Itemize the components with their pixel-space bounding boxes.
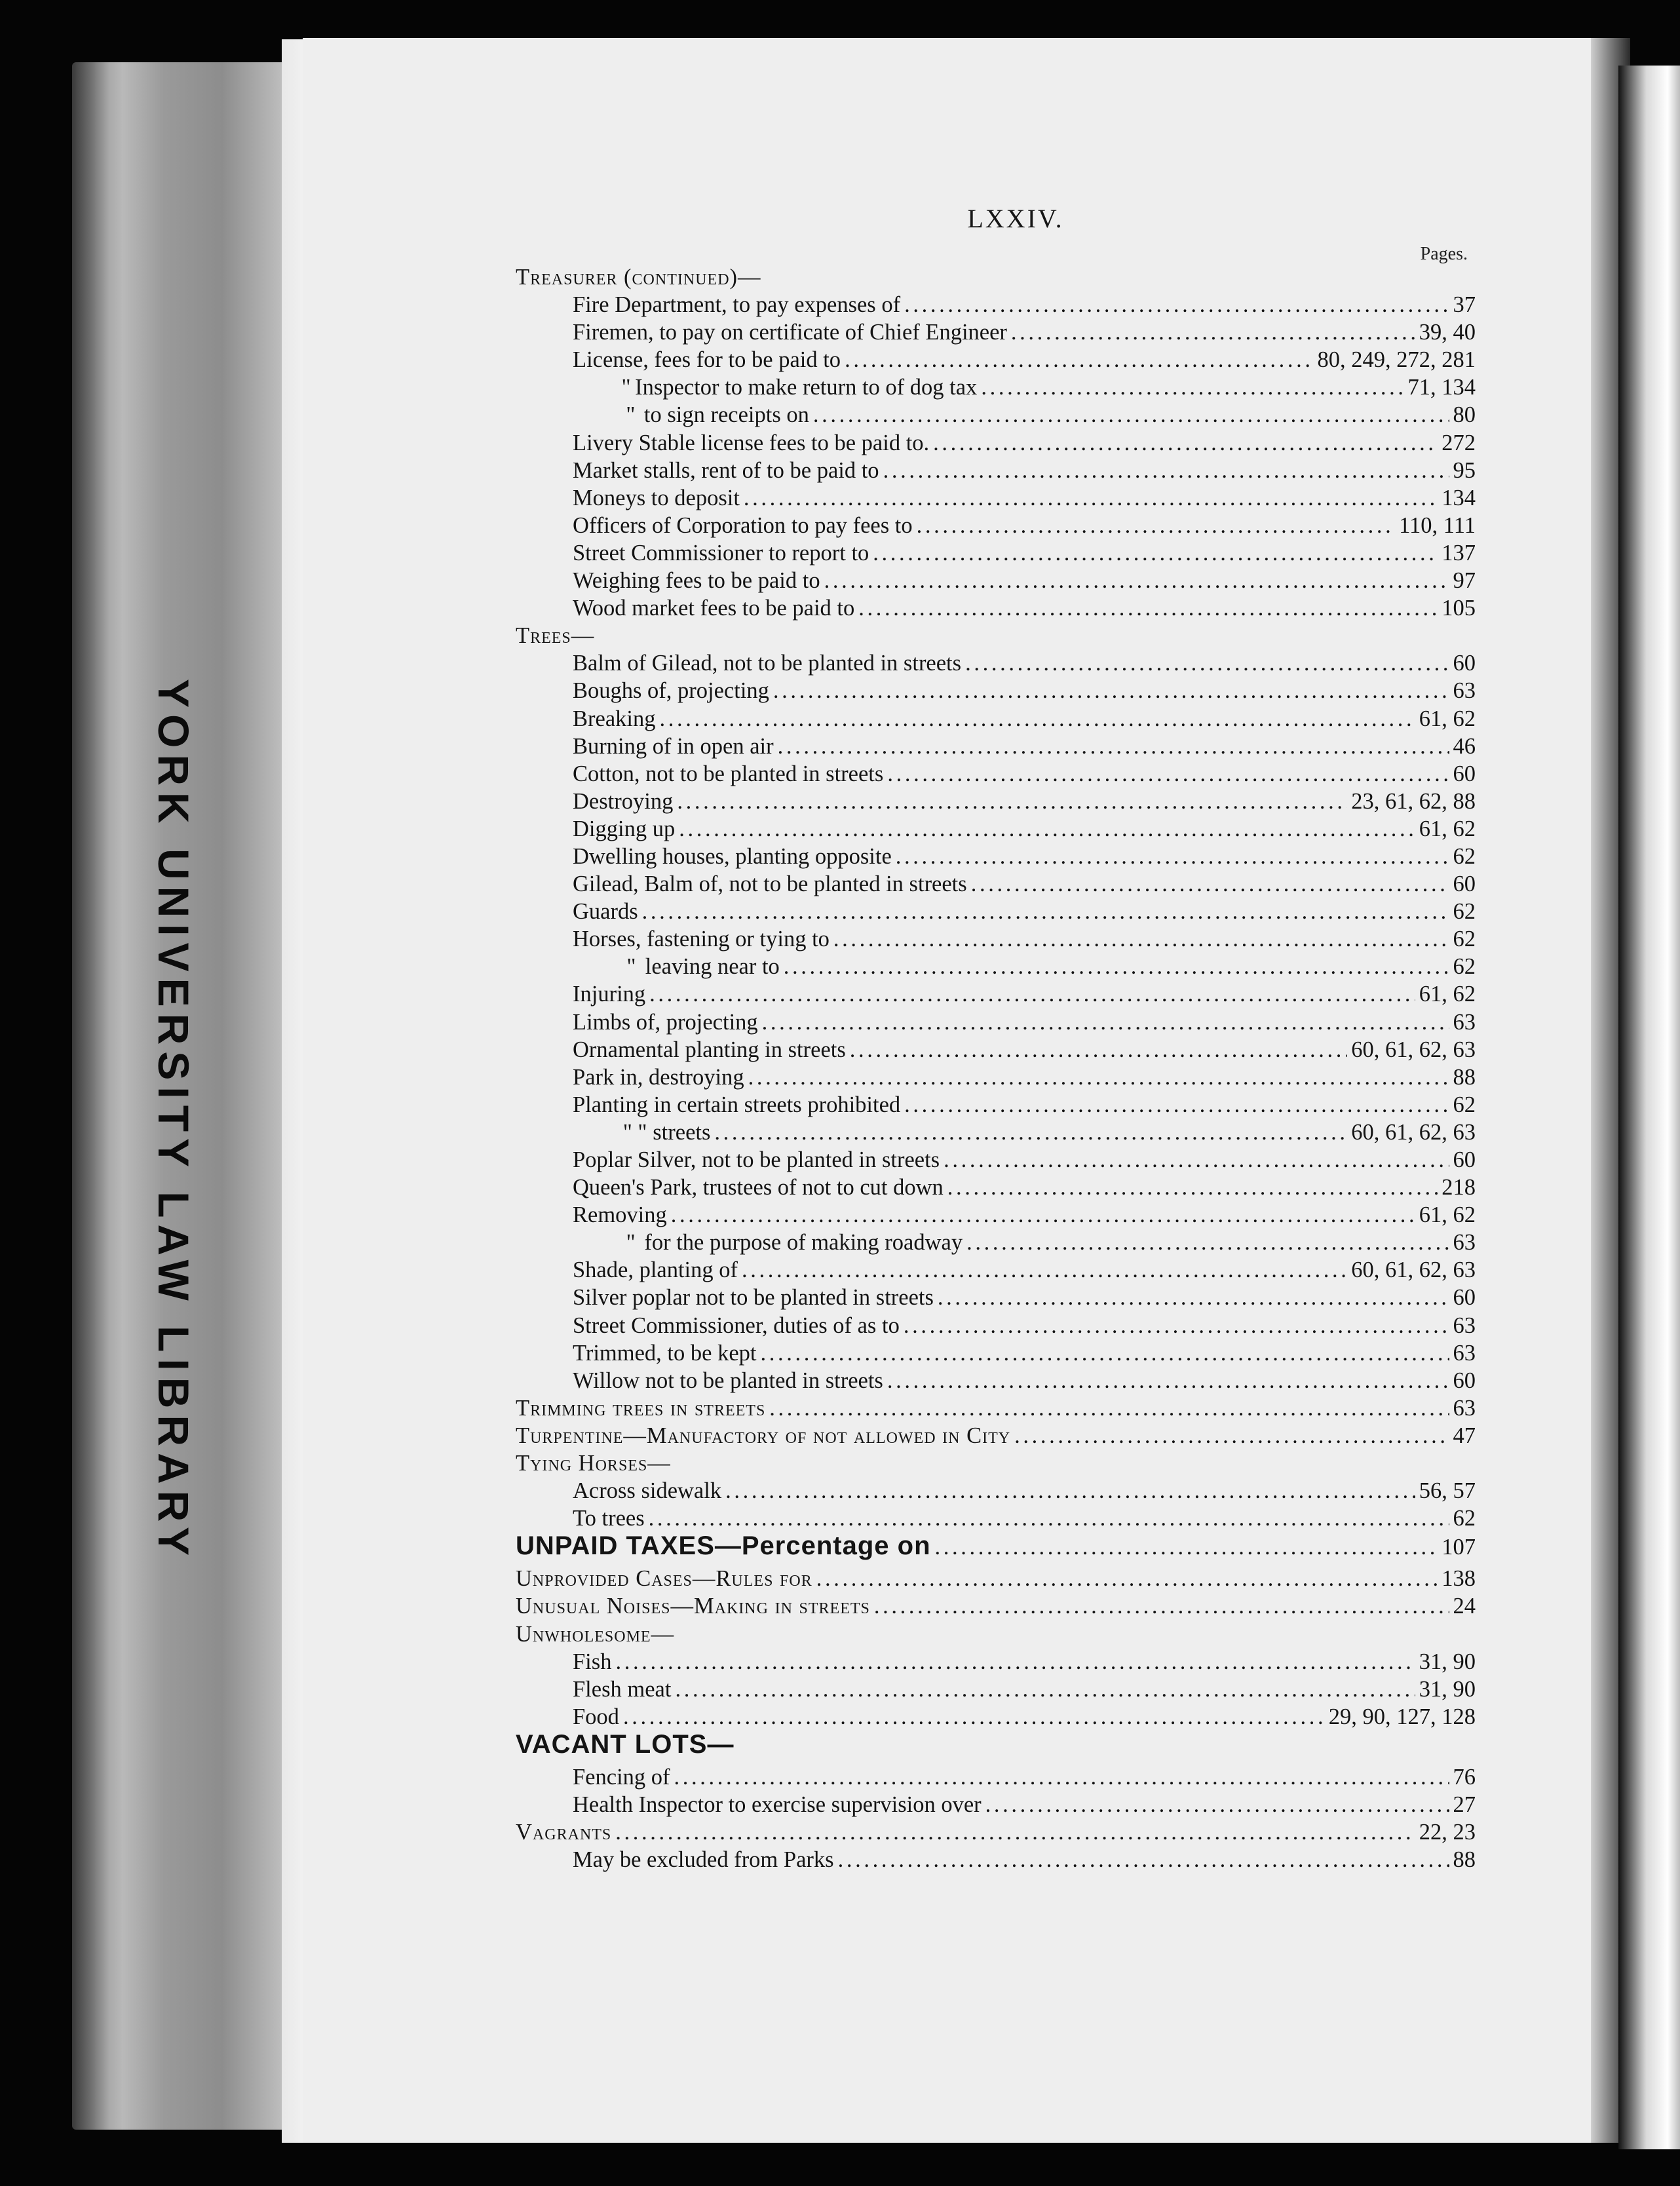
entry-text: Burning of in open air xyxy=(573,733,774,759)
entry-pages: 61, 62 xyxy=(1419,816,1476,841)
entry-pages: 60 xyxy=(1453,761,1476,786)
leader-dots xyxy=(615,1648,1415,1676)
entry-text: Food xyxy=(573,1704,619,1729)
leader-dots xyxy=(649,980,1415,1008)
leader-dots xyxy=(784,953,1449,980)
ditto-mark: " xyxy=(626,954,636,980)
entry-text: Across sidewalk xyxy=(573,1478,722,1504)
entry-pages: 60 xyxy=(1453,1368,1476,1393)
index-entry xyxy=(516,1676,1476,1703)
leader-dots xyxy=(904,291,1449,318)
leader-dots xyxy=(845,346,1313,374)
entry-text: Balm of Gilead, not to be planted in streets xyxy=(573,651,962,676)
index-entry xyxy=(516,484,1476,512)
entry-pages: 60 xyxy=(1453,872,1476,897)
entry-pages: 105 xyxy=(1441,596,1476,621)
entry-text: Fish xyxy=(573,1649,612,1674)
entry-pages: 272 xyxy=(1441,430,1476,455)
index-entry xyxy=(516,1036,1476,1064)
entry-pages: 37 xyxy=(1453,292,1476,318)
leader-dots xyxy=(966,1229,1449,1256)
entry-pages: 76 xyxy=(1453,1764,1476,1790)
index-entry xyxy=(516,1339,1476,1367)
entry-text: Fencing of xyxy=(573,1764,670,1790)
leader-dots xyxy=(813,401,1449,429)
leader-dots xyxy=(944,1146,1449,1174)
entry-text: Guards xyxy=(573,899,638,925)
leader-dots xyxy=(623,1703,1325,1731)
entry-pages: 88 xyxy=(1453,1847,1476,1873)
index-heading xyxy=(516,263,1476,291)
index-entry xyxy=(516,539,1476,567)
entry-text: Tying Horses— xyxy=(516,1451,671,1476)
entry-pages: 62 xyxy=(1453,843,1476,869)
entry-pages: 62 xyxy=(1453,1506,1476,1531)
entry-text: Horses, fastening or tying to xyxy=(573,927,830,952)
entry-text: Destroying xyxy=(573,788,674,814)
index-heading xyxy=(516,1592,1476,1620)
entry-text: leaving near to xyxy=(645,954,780,980)
entry-pages: 62 xyxy=(1453,927,1476,952)
ditto-mark: " xyxy=(626,1230,636,1256)
entry-text: Firemen, to pay on certificate of Chief Engineer xyxy=(573,320,1007,345)
entry-text: Fire Department, to pay expenses of xyxy=(573,292,901,318)
entry-pages: 71, 134 xyxy=(1407,375,1476,400)
index-heading xyxy=(516,1449,1476,1477)
entry-pages: 22, 23 xyxy=(1419,1820,1476,1845)
entry-pages: 60, 61, 62, 63 xyxy=(1351,1037,1476,1062)
index-heading xyxy=(516,1394,1476,1422)
index-entry xyxy=(516,1064,1476,1091)
index-heading xyxy=(516,1731,1476,1763)
leader-dots xyxy=(816,1565,1438,1592)
index-entry xyxy=(516,1703,1476,1731)
leader-dots xyxy=(850,1036,1347,1064)
entry-text: Market stalls, rent of to be paid to xyxy=(573,457,879,483)
leader-dots xyxy=(887,760,1449,788)
entry-pages: 27 xyxy=(1453,1792,1476,1817)
entry-text: Breaking xyxy=(573,706,656,731)
entry-text: Treasurer (continued)— xyxy=(516,265,761,290)
leader-dots xyxy=(985,1791,1449,1818)
entry-pages: 62 xyxy=(1453,1092,1476,1117)
index-entry xyxy=(516,1648,1476,1676)
entry-text: Weighing fees to be paid to xyxy=(573,568,820,594)
index-entry xyxy=(516,1477,1476,1505)
entry-text: Park in, destroying xyxy=(573,1064,744,1090)
index-subentry xyxy=(516,953,1476,980)
leader-dots xyxy=(1011,318,1415,346)
leader-dots xyxy=(674,1763,1449,1791)
index-entry xyxy=(516,1091,1476,1119)
entry-pages: 62 xyxy=(1453,954,1476,980)
index-entry xyxy=(516,429,1476,457)
index-entry xyxy=(516,1201,1476,1229)
index-entry xyxy=(516,815,1476,843)
ditto-mark: " xyxy=(621,375,631,400)
leader-dots xyxy=(1014,1422,1449,1449)
index-entry xyxy=(516,870,1476,898)
entry-pages: 61, 62 xyxy=(1419,1202,1476,1228)
entry-pages: 95 xyxy=(1453,457,1476,483)
leader-dots xyxy=(971,870,1449,898)
leader-dots xyxy=(714,1119,1347,1146)
entry-text: UNPAID TAXES—Percentage on xyxy=(516,1531,931,1561)
entry-pages: 60 xyxy=(1453,1147,1476,1172)
index-entry xyxy=(516,1367,1476,1394)
entry-text: Unwholesome— xyxy=(516,1621,675,1647)
index-entry xyxy=(516,594,1476,622)
leader-dots xyxy=(838,1846,1449,1873)
index-entry xyxy=(516,567,1476,594)
leader-dots xyxy=(615,1818,1415,1846)
entry-text: streets xyxy=(653,1119,711,1145)
entry-pages: 46 xyxy=(1453,733,1476,759)
index-heading xyxy=(516,1565,1476,1592)
entry-text: Turpentine—Manufactory of not allowed in City xyxy=(516,1423,1011,1448)
index-list xyxy=(516,263,1476,1873)
index-entry xyxy=(516,457,1476,484)
index-entry xyxy=(516,1284,1476,1311)
index-entry xyxy=(516,1791,1476,1818)
leader-dots xyxy=(874,1592,1449,1620)
leader-dots xyxy=(947,1174,1438,1201)
leader-dots xyxy=(760,1339,1449,1367)
entry-text: Cotton, not to be planted in streets xyxy=(573,761,884,786)
entry-text: Silver poplar not to be planted in streets xyxy=(573,1285,934,1311)
leader-dots xyxy=(887,1367,1449,1394)
entry-text: Digging up xyxy=(573,816,676,841)
index-entry xyxy=(516,1146,1476,1174)
spine-label-text: YORK UNIVERSITY LAW LIBRARY xyxy=(149,678,199,1563)
leader-dots xyxy=(742,1256,1347,1284)
entry-text: Wood market fees to be paid to xyxy=(573,596,855,621)
entry-pages: 61, 62 xyxy=(1419,982,1476,1007)
entry-pages: 63 xyxy=(1453,1313,1476,1338)
leader-dots xyxy=(965,649,1449,677)
entry-pages: 137 xyxy=(1441,540,1476,566)
entry-pages: 63 xyxy=(1453,1395,1476,1421)
leader-dots xyxy=(769,1394,1449,1422)
index-entry xyxy=(516,925,1476,953)
entry-pages: 31, 90 xyxy=(1419,1649,1476,1674)
ditto-mark: " " xyxy=(622,1119,647,1145)
index-entry xyxy=(516,1256,1476,1284)
entry-text: to sign receipts on xyxy=(643,402,809,428)
index-heading xyxy=(516,622,1476,649)
entry-text: Gilead, Balm of, not to be planted in streets xyxy=(573,872,967,897)
leader-dots xyxy=(725,1477,1415,1505)
entry-text: Trimmed, to be kept xyxy=(573,1340,757,1366)
leader-dots xyxy=(917,512,1395,539)
entry-text: Willow not to be planted in streets xyxy=(573,1368,883,1393)
leader-dots xyxy=(773,677,1449,704)
entry-pages: 61, 62 xyxy=(1419,706,1476,731)
entry-text: Unprovided Cases—Rules for xyxy=(516,1566,812,1592)
entry-text: Limbs of, projecting xyxy=(573,1009,758,1035)
leader-dots xyxy=(833,925,1449,953)
leader-dots xyxy=(642,898,1449,925)
entry-pages: 107 xyxy=(1441,1535,1476,1560)
leader-dots xyxy=(659,705,1415,733)
index-entry xyxy=(516,705,1476,733)
entry-pages: 23, 61, 62, 88 xyxy=(1351,788,1476,814)
leader-dots xyxy=(778,733,1449,760)
index-entry xyxy=(516,1008,1476,1036)
spine-label xyxy=(138,678,210,1563)
index-entry xyxy=(516,318,1476,346)
index-entry xyxy=(516,1846,1476,1873)
entry-pages: 110, 111 xyxy=(1399,512,1476,538)
entry-text: Livery Stable license fees to be paid to. xyxy=(573,430,930,455)
entry-text: Inspector to make return to of dog tax xyxy=(635,375,978,400)
index-entry xyxy=(516,1763,1476,1791)
leader-dots xyxy=(904,1091,1449,1119)
index-subentry xyxy=(516,1119,1476,1146)
entry-pages: 62 xyxy=(1453,899,1476,925)
entry-pages: 218 xyxy=(1441,1175,1476,1200)
entry-pages: 56, 57 xyxy=(1419,1478,1476,1504)
index-heading xyxy=(516,1620,1476,1648)
entry-text: Street Commissioner to report to xyxy=(573,540,869,566)
entry-pages: 60, 61, 62, 63 xyxy=(1351,1119,1476,1145)
index-entry xyxy=(516,512,1476,539)
index-entry xyxy=(516,291,1476,318)
index-entry xyxy=(516,788,1476,815)
leader-dots xyxy=(671,1201,1415,1229)
index-entry xyxy=(516,1174,1476,1201)
entry-text: Dwelling houses, planting opposite xyxy=(573,843,892,869)
entry-text: Ornamental planting in streets xyxy=(573,1037,846,1062)
entry-text: Poplar Silver, not to be planted in streets xyxy=(573,1147,940,1172)
entry-text: Removing xyxy=(573,1202,667,1228)
entry-text: Health Inspector to exercise supervision over xyxy=(573,1792,982,1817)
index-subentry xyxy=(516,1229,1476,1256)
page-number-header: LXXIV. xyxy=(967,204,1064,233)
entry-pages: 63 xyxy=(1453,1230,1476,1256)
entry-pages: 97 xyxy=(1453,568,1476,594)
entry-pages: 31, 90 xyxy=(1419,1676,1476,1702)
facing-page-edge xyxy=(1618,66,1680,2149)
entry-text: Trees— xyxy=(516,623,595,649)
pages-column-label: Pages. xyxy=(1420,244,1468,264)
entry-pages: 60, 61, 62, 63 xyxy=(1351,1257,1476,1283)
entry-text: Trimming trees in streets xyxy=(516,1395,766,1421)
leader-dots xyxy=(896,843,1449,870)
leader-dots xyxy=(938,1284,1449,1311)
leader-dots xyxy=(744,484,1438,512)
entry-text: for the purpose of making roadway xyxy=(644,1230,963,1256)
entry-text: License, fees for to be paid to xyxy=(573,347,841,373)
index-heading xyxy=(516,1818,1476,1846)
entry-pages: 63 xyxy=(1453,678,1476,704)
entry-pages: 47 xyxy=(1453,1423,1476,1448)
entry-text: Boughs of, projecting xyxy=(573,678,769,704)
entry-pages: 63 xyxy=(1453,1009,1476,1035)
entry-pages: 80 xyxy=(1453,402,1476,428)
index-entry xyxy=(516,677,1476,704)
entry-text: Vagrants xyxy=(516,1820,612,1845)
leader-dots xyxy=(677,788,1347,815)
entry-text: Shade, planting of xyxy=(573,1257,738,1283)
entry-text: Flesh meat xyxy=(573,1676,672,1702)
leader-dots xyxy=(858,594,1438,622)
entry-pages: 39, 40 xyxy=(1419,320,1476,345)
leader-dots xyxy=(883,457,1449,484)
leader-dots xyxy=(935,1533,1438,1561)
index-entry xyxy=(516,898,1476,925)
entry-pages: 80, 249, 272, 281 xyxy=(1317,347,1476,373)
leader-dots xyxy=(981,374,1403,401)
leader-dots xyxy=(675,1676,1415,1703)
index-entry xyxy=(516,649,1476,677)
entry-text: VACANT LOTS— xyxy=(516,1729,735,1759)
leader-dots xyxy=(748,1064,1449,1091)
leader-dots xyxy=(824,567,1449,594)
entry-text: May be excluded from Parks xyxy=(573,1847,834,1873)
leader-dots xyxy=(762,1008,1449,1036)
index-entry xyxy=(516,346,1476,374)
entry-pages: 24 xyxy=(1453,1594,1476,1619)
entry-text: To trees xyxy=(573,1506,645,1531)
entry-text: Street Commissioner, duties of as to xyxy=(573,1313,900,1338)
index-subentry xyxy=(516,374,1476,401)
entry-pages: 29, 90, 127, 128 xyxy=(1328,1704,1476,1729)
index-heading xyxy=(516,1532,1476,1565)
entry-text: Unusual Noises—Making in streets xyxy=(516,1594,870,1619)
entry-text: Planting in certain streets prohibited xyxy=(573,1092,901,1117)
entry-pages: 88 xyxy=(1453,1064,1476,1090)
leader-dots xyxy=(904,1312,1449,1339)
index-entry xyxy=(516,760,1476,788)
entry-pages: 60 xyxy=(1453,1285,1476,1311)
index-entry xyxy=(516,1312,1476,1339)
entry-pages: 60 xyxy=(1453,651,1476,676)
index-entry xyxy=(516,733,1476,760)
entry-pages: 138 xyxy=(1441,1566,1476,1592)
index-heading xyxy=(516,1422,1476,1449)
index-entry xyxy=(516,980,1476,1008)
entry-text: Injuring xyxy=(573,982,646,1007)
entry-text: Officers of Corporation to pay fees to xyxy=(573,512,913,538)
index-entry xyxy=(516,843,1476,870)
leader-dots xyxy=(933,429,1438,457)
ditto-mark: " xyxy=(626,402,636,428)
leader-dots xyxy=(649,1505,1449,1532)
index-entry xyxy=(516,1505,1476,1532)
entry-text: Moneys to deposit xyxy=(573,485,740,510)
entry-text: Queen's Park, trustees of not to cut down xyxy=(573,1175,944,1200)
entry-pages: 63 xyxy=(1453,1340,1476,1366)
leader-dots xyxy=(679,815,1415,843)
entry-pages: 134 xyxy=(1441,485,1476,510)
index-subentry xyxy=(516,401,1476,429)
leader-dots xyxy=(873,539,1438,567)
